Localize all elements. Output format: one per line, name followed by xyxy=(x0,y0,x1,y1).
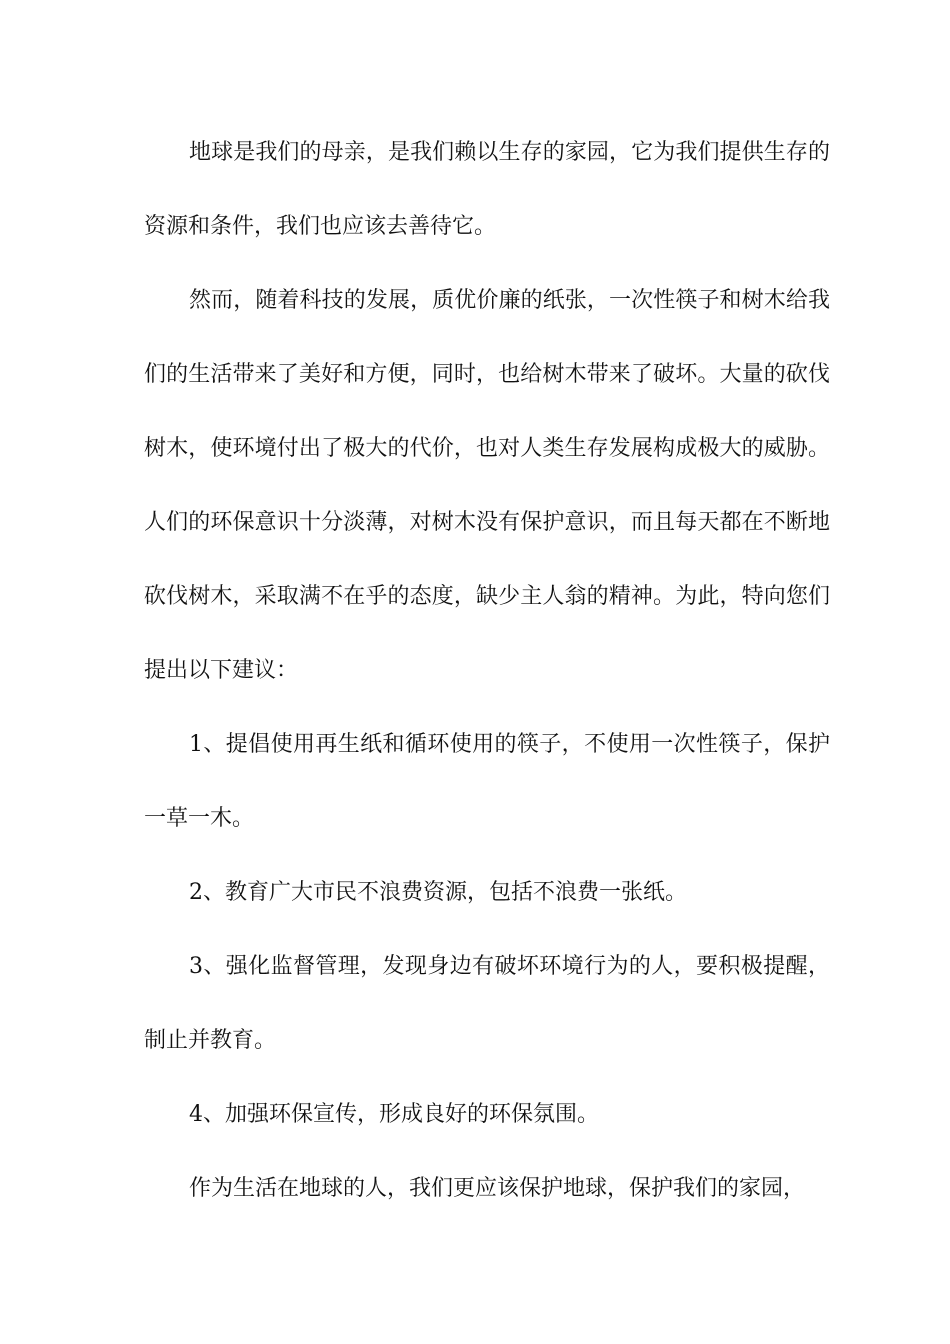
paragraph-suggestion-3: 3、强化监督管理，发现身边有破坏环境行为的人，要积极提醒，制止并教育。 xyxy=(144,954,830,1053)
paragraph-problem-statement: 然而，随着科技的发展，质优价廉的纸张，一次性筷子和树木给我们的生活带来了美好和方便，同时，也给树木带来了破坏。大量的砍伐树木，使环境付出了极大的代价，也对人类生存发展构成极大的威胁。人们的环保意识十分淡薄，对树木没有保护意识，而且每天都在不断地砍伐树木，采取满不在乎的态度，缺少主人翁的精神。为此，特向您们提出以下建议： xyxy=(144,288,830,683)
paragraph-closing: 作为生活在地球的人，我们更应该保护地球，保护我们的家园， xyxy=(189,1176,806,1201)
paragraph-suggestion-4: 4、加强环保宣传，形成良好的环保氛围。 xyxy=(189,1102,599,1127)
paragraph-earth-mother: 地球是我们的母亲，是我们赖以生存的家园，它为我们提供生存的资源和条件，我们也应该去善待它。 xyxy=(144,140,830,239)
document-body xyxy=(144,116,830,1226)
paragraph-suggestion-2: 2、教育广大市民不浪费资源，包括不浪费一张纸。 xyxy=(189,880,687,905)
paragraph-suggestion-1: 1、提倡使用再生纸和循环使用的筷子，不使用一次性筷子，保护一草一木。 xyxy=(144,732,830,831)
